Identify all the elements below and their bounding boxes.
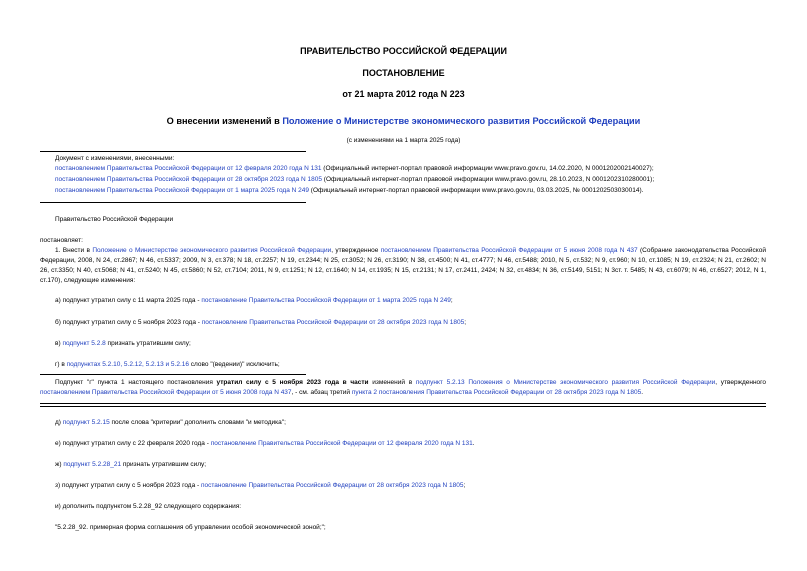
item-g-link[interactable]: подпунктах 5.2.10, 5.2.12, 5.2.13 и 5.2.16 <box>66 361 189 368</box>
amendment-link-1[interactable]: постановлением Правительства Российской Федерации от 12 февраля 2020 года N 131 <box>55 165 322 172</box>
item-g: г) в подпунктах 5.2.10, 5.2.12, 5.2.13 и 5.2.16 слово "(ведении)" исключить; <box>55 361 280 368</box>
note-top-rule <box>40 374 306 375</box>
document-type: ПОСТАНОВЛЕНИЕ <box>362 68 445 78</box>
item-b: б) подпункт утратил силу с 5 ноября 2023 года - постановление Правительства Российской Федерации от 28 октября 2023 года N 1805; <box>55 319 467 326</box>
item-zh: ж) подпункт 5.2.28_21 признать утратившим силу; <box>55 461 207 468</box>
note-bottom-rule <box>40 403 766 407</box>
item-d-link[interactable]: подпункт 5.2.15 <box>62 419 110 426</box>
item-v-link[interactable]: подпункт 5.2.8 <box>62 340 106 347</box>
p1-link-regulation[interactable]: Положение о Министерстве экономического развития Российской Федерации <box>92 247 332 254</box>
quoted-subpoint: "5.2.28_92. примерная форма соглашения об управлении особой экономической зоной;"; <box>55 524 326 531</box>
amendments-bottom-rule <box>40 202 306 203</box>
item-d: д) подпункт 5.2.15 после слова "критерии" дополнить словами "и методика"; <box>55 419 286 426</box>
item-i: и) дополнить подпунктом 5.2.28_92 следующего содержания: <box>55 503 242 510</box>
amendment-item: постановлением Правительства Российской Федерации от 28 октября 2023 года N 1805 (Официальный интернет-портал правовой информации www.pravo.gov.ru, 28.10.2023, N 0001202310280001); <box>55 176 655 183</box>
title-prefix: О внесении изменений в <box>166 116 283 126</box>
title-link-regulation[interactable]: Положение о Министерстве экономического развития Российской Федерации <box>282 116 641 126</box>
amendment-item: постановлением Правительства Российской Федерации от 1 марта 2025 года N 249 (Официальный интернет-портал правовой информации www.pravo.gov.ru, 03.03.2025, № 0001202503030014). <box>55 187 644 194</box>
note-link-decree-1805[interactable]: пункта 2 постановления Правительства Российской Федерации от 28 октября 2023 года N 1805 <box>351 389 642 396</box>
amendment-link-2[interactable]: постановлением Правительства Российской Федерации от 28 октября 2023 года N 1805 <box>55 176 322 183</box>
document-date-number: от 21 марта 2012 года N 223 <box>342 89 465 99</box>
item-z: з) подпункт утратил силу с 5 ноября 2023 года - постановление Правительства Российской Федерации от 28 октября 2023 года N 1805; <box>55 482 466 489</box>
item-e-link[interactable]: постановление Правительства Российской Федерации от 12 февраля 2020 года N 131 <box>210 440 473 447</box>
edition-note: (с изменениями на 1 марта 2025 года) <box>346 137 461 144</box>
document-title <box>0 116 807 126</box>
item-v: в) подпункт 5.2.8 признать утратившим силу; <box>55 340 191 347</box>
note-link-decree-437[interactable]: постановлением Правительства Российской Федерации от 5 июня 2008 года N 437 <box>40 389 292 396</box>
p1-link-decree-437[interactable]: постановлением Правительства Российской Федерации от 5 июня 2008 года N 437 <box>380 247 638 254</box>
note-paragraph: Подпункт "г" пункта 1 настоящего постановления утратил силу с 5 ноября 2023 года в части изменений в подпункт 5.2.13 Положения о Министерстве экономического развития Российской Федерации, утвержденного постановлением Правительства Российской Федерации от 5 июня 2008 года N 437, - см. абзац третий пункта 2 постановления Правительства Российской Федерации от 28 октября 2023 года N 1805. <box>40 379 767 396</box>
item-b-link[interactable]: постановление Правительства Российской Федерации от 28 октября 2023 года N 1805 <box>201 319 465 326</box>
government-line: Правительство Российской Федерации <box>55 216 174 223</box>
amendments-intro: Документ с изменениями, внесенными: <box>55 155 175 162</box>
item-zh-link[interactable]: подпункт 5.2.28_21 <box>63 461 122 468</box>
amendment-link-3[interactable]: постановлением Правительства Российской Федерации от 1 марта 2025 года N 249 <box>55 187 309 194</box>
decrees-line: постановляет: <box>40 237 83 244</box>
item-a-link[interactable]: постановление Правительства Российской Федерации от 1 марта 2025 года N 249 <box>201 297 451 304</box>
paragraph-1: 1. Внести в Положение о Министерстве экономического развития Российской Федерации, утвержденное постановлением Правительства Российской Федерации от 5 июня 2008 года N 437 (Собрание законодательства Российской Федерации, 2008, N 24, ст.2867; N 46, ст.5337; 2009, N 3, ст.378; N 18, ст.2257; N 19, ст.2344; N 25, ст.3052; N 26, ст.3190; N 38, ст.4500; N 41, ст.4777; N 46, ст.5488; 2010, N 5, ст.532; N 9, ст.960; N 10, ст.1085; N 19, ст.2324; N 21, ст.2602; N 26, ст.3350; N 40, ст.5068; N 41, ст.5240; N 45, ст.5860; N 52, ст.7104; 2011, N 9, ст.1251; N 12, ст.1640; N 14, ст.1935; N 15, ст.2131; N 17, ст.2411, 2424; N 32, ст.4834; N 36, ст.5149, 5151; N 3ст. т. 5485; N 43, ст.6079; N 46, ст.6527; 2012, N 1, ст.170), следующие изменения: <box>40 247 766 284</box>
note-link-5-2-13[interactable]: подпункт 5.2.13 Положения о Министерстве экономического развития Российской Федерации <box>415 379 716 386</box>
amendment-item: постановлением Правительства Российской Федерации от 12 февраля 2020 года N 131 (Официальный интернет-портал правовой информации www.pravo.gov.ru, 14.02.2020, N 0001202002140027); <box>55 165 654 172</box>
item-z-link[interactable]: постановление Правительства Российской Федерации от 28 октября 2023 года N 1805 <box>201 482 464 489</box>
government-heading: ПРАВИТЕЛЬСТВО РОССИЙСКОЙ ФЕДЕРАЦИИ <box>300 46 507 56</box>
item-a: а) подпункт утратил силу с 11 марта 2025 года - постановление Правительства Российской Федерации от 1 марта 2025 года N 249; <box>55 297 453 304</box>
item-e: е) подпункт утратил силу с 22 февраля 2020 года - постановление Правительства Российской Федерации от 12 февраля 2020 года N 131. <box>55 440 475 447</box>
amendments-top-rule <box>40 151 306 152</box>
